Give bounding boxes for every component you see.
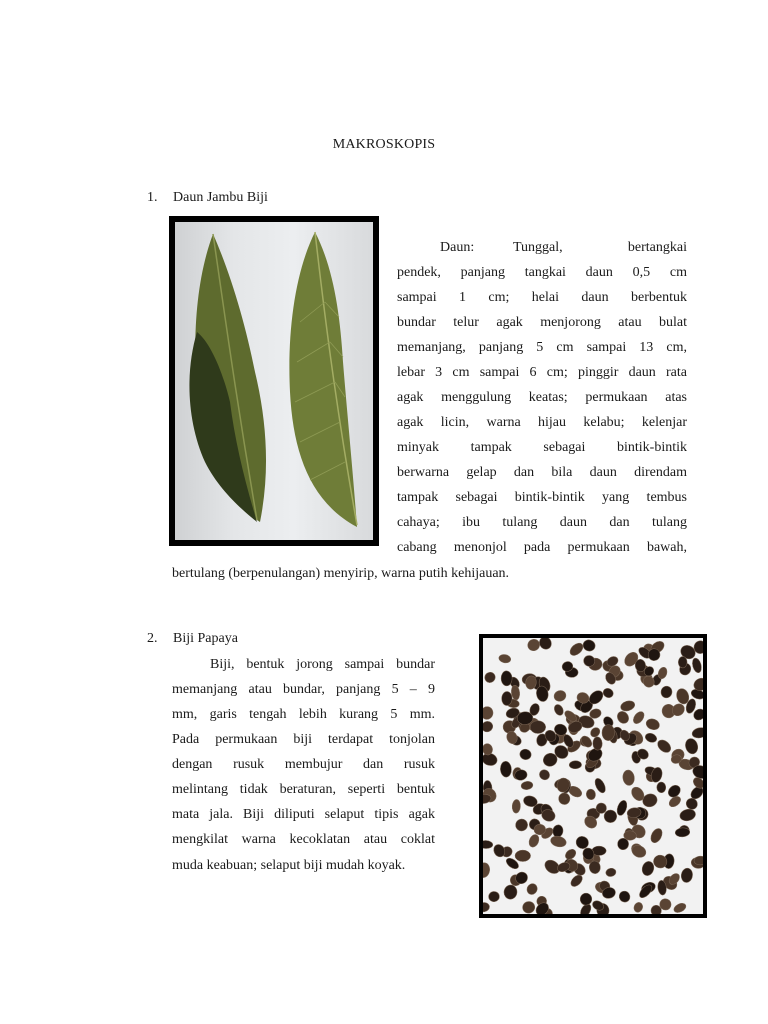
seed-shape xyxy=(691,657,703,674)
papaya-seed-photo xyxy=(479,634,707,918)
seed-shape xyxy=(537,768,551,782)
seed-shape xyxy=(622,769,635,786)
paragraph-line: agak licin, warna hijau kelabu; kelenjar xyxy=(397,415,687,430)
section-heading-biji-papaya xyxy=(147,631,238,647)
seed-shape xyxy=(649,827,665,845)
seed-shape xyxy=(684,737,700,755)
paragraph-line: Biji, bentuk jorong sampai bundar xyxy=(210,657,435,672)
seed-shape xyxy=(512,799,521,813)
seed-shape xyxy=(483,862,491,879)
seed-shape xyxy=(519,748,532,761)
section-heading-daun-jambu-biji xyxy=(147,190,268,206)
seed-shape xyxy=(557,792,571,806)
seed-shape xyxy=(615,709,631,725)
paragraph-line: cahaya; ibu tulang daun dan tulang xyxy=(397,515,687,530)
seed-shape xyxy=(678,656,687,668)
paragraph-line: bertulang (berpenulangan) menyirip, warna putih kehijauan. xyxy=(172,566,510,581)
paragraph-line: minyak tampak sebagai bintik-bintik xyxy=(397,440,687,455)
paragraph-line: cabang menonjol pada permukaan bawah, xyxy=(397,540,687,555)
seed-shape xyxy=(483,705,494,720)
seed-shape xyxy=(483,720,494,734)
seed-shape xyxy=(585,788,596,800)
paragraph-line: agak menggulung keatas; permukaan atas xyxy=(397,390,687,405)
seed-shape xyxy=(631,710,646,726)
paragraph-line: berwarna gelap dan bila daun direndam xyxy=(397,465,687,480)
seed-shape xyxy=(483,902,490,913)
seed-shape xyxy=(640,860,655,877)
seed-shape xyxy=(513,817,529,833)
seed-shape xyxy=(534,824,546,835)
seed-shape xyxy=(498,654,511,664)
paragraph-line: melintang tidak beraturan, seperti bentuk xyxy=(172,782,435,797)
paragraph-line: bundar telur agak menjorong atau bulat xyxy=(397,315,687,330)
seed-shape xyxy=(553,689,568,703)
section-title: Daun Jambu Biji xyxy=(173,190,268,205)
seed-shape xyxy=(501,691,512,705)
paragraph-line: memanjang atau bundar, panjang 5 – 9 xyxy=(172,682,435,697)
seed-shape xyxy=(515,850,531,861)
seed-shape xyxy=(644,732,658,744)
paragraph-line: lebar 3 cm sampai 6 cm; pinggir daun rata xyxy=(397,365,687,380)
seed-shape xyxy=(500,761,512,778)
seed-shape xyxy=(691,726,703,739)
paragraph-line: muda keabuan; selaput biji mudah koyak. xyxy=(172,858,406,873)
seed-shape xyxy=(617,889,632,904)
seed-shape xyxy=(552,824,564,838)
seed-shape xyxy=(530,721,546,734)
section-number: 1. xyxy=(147,190,158,205)
seed-shape xyxy=(503,884,518,900)
seed-shape xyxy=(483,840,493,849)
seed-shape xyxy=(660,685,673,699)
paragraph-line: memanjang, panjang 5 cm sampai 13 cm, xyxy=(397,340,687,355)
seed-shape xyxy=(679,808,697,823)
seed-shape xyxy=(488,891,500,903)
section-number: 2. xyxy=(147,631,158,646)
paragraph-line: mata jala. Biji diliputi selaput tipis agak xyxy=(172,807,435,822)
seed-shape xyxy=(501,671,513,686)
seed-shape xyxy=(645,717,661,731)
seed-shape xyxy=(593,777,608,795)
seed-shape xyxy=(592,737,602,751)
seed-shape xyxy=(553,703,565,717)
seed-shape xyxy=(579,892,593,906)
guava-leaf-photo xyxy=(169,216,379,546)
seed-shape xyxy=(568,641,586,658)
seed-shape xyxy=(602,687,615,700)
seed-shape xyxy=(675,827,690,837)
seed-shape xyxy=(615,799,628,817)
seed-shape xyxy=(602,724,615,740)
paragraph-line: tampak sebagai bintik-bintik yang tembus xyxy=(397,490,687,505)
page-title: MAKROSKOPIS xyxy=(332,137,436,152)
seed-shape xyxy=(657,782,666,793)
seed-shape xyxy=(569,761,582,769)
seed-shape xyxy=(525,882,539,896)
paragraph-line: sampai 1 cm; helai daun berbentuk xyxy=(397,290,687,305)
seed-shape xyxy=(483,670,497,685)
paragraph-line: Pada permukaan biji terdapat tonjolan xyxy=(172,732,435,747)
paragraph-line: pendek, panjang tangkai daun 0,5 cm xyxy=(397,265,687,280)
paragraph-line: mengkilat warna kecoklatan atau coklat xyxy=(172,832,435,847)
seed-shape xyxy=(666,783,683,800)
seed-shape xyxy=(632,901,644,914)
paragraph-line: dengan rusuk membujur dan rusuk xyxy=(172,757,435,772)
seed-shape xyxy=(582,638,597,652)
seed-shape xyxy=(619,699,636,712)
paragraph-line: mm, garis tengah lebih kurang 5 mm. xyxy=(172,707,435,722)
seed-shape xyxy=(605,867,617,877)
seed-shape xyxy=(680,867,693,883)
section-title: Biji Papaya xyxy=(173,631,238,646)
seed-shape xyxy=(655,737,673,754)
seed-shape xyxy=(527,833,541,849)
seed-shape xyxy=(563,847,577,861)
guava-leaf-illustration xyxy=(175,222,373,540)
seed-shape xyxy=(521,900,536,914)
seed-shape xyxy=(521,781,534,791)
papaya-seed-illustration xyxy=(483,638,703,914)
seed-shape xyxy=(526,638,542,653)
seed-shape xyxy=(672,901,687,914)
seed-shape xyxy=(549,835,567,849)
